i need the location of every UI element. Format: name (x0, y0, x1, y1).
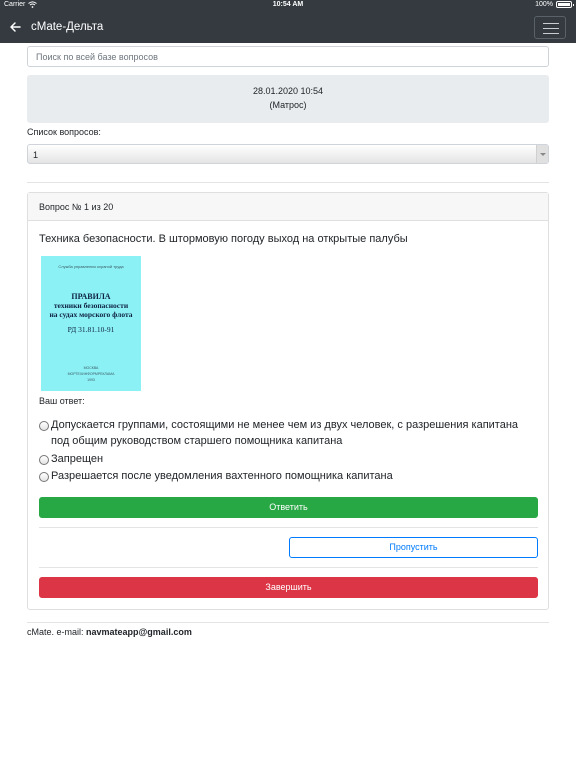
answer-option-text: Разрешается после уведомления вахтенного помощника капитана (51, 470, 393, 482)
answer-option-text: Запрещен (51, 453, 104, 465)
book-publisher: МОРТЕХИНФОРМРЕКЛАМА (67, 372, 115, 376)
answer-option-3[interactable] (39, 468, 393, 484)
answer-button[interactable]: Ответить (39, 497, 538, 518)
radio-button[interactable] (39, 455, 49, 465)
book-top-text: Служба управления охраной труда (58, 264, 124, 269)
session-role: (Матрос) (269, 100, 307, 110)
book-title-2: техники безопасности (53, 301, 129, 310)
divider (39, 527, 538, 528)
app-title: cMate-Дельта (31, 21, 104, 33)
battery-percent: 100% (535, 1, 553, 8)
status-right (535, 1, 572, 8)
carrier-label: Carrier (4, 1, 26, 8)
skip-button[interactable]: Пропустить (289, 537, 538, 558)
question-list-select[interactable] (27, 144, 549, 164)
divider (39, 567, 538, 568)
footer-prefix: cMate. e-mail: (27, 627, 87, 637)
question-list-label: Список вопросов: (27, 127, 101, 137)
hamburger-menu-icon[interactable] (534, 16, 566, 39)
divider (27, 622, 549, 623)
book-year: 1993 (87, 378, 95, 382)
answer-option-text: Допускается группами, состоящими не менее чем из двух человек, с разрешения капитана под общим руководством старшего помощника капитана (51, 419, 519, 447)
chevron-down-icon (536, 145, 548, 163)
session-datetime: 28.01.2020 10:54 (252, 86, 324, 96)
book-code: РД 31.81.10-91 (67, 325, 115, 334)
session-info (27, 75, 549, 123)
question-list-selected: 1 (33, 150, 39, 160)
battery-icon (556, 1, 572, 8)
question-card (27, 192, 549, 610)
footer-email[interactable]: navmateapp@gmail.com (86, 627, 192, 637)
question-number: Вопрос № 1 из 20 (39, 202, 114, 212)
radio-button[interactable] (39, 421, 49, 431)
status-bar (0, 0, 576, 12)
status-time: 10:54 AM (272, 1, 304, 8)
book-cover-image (41, 256, 141, 391)
question-image (40, 255, 142, 392)
book-title-3: на судах морского флота (49, 310, 133, 319)
question-text: Техника безопасности. В штормовую погоду выход на открытые палубы (39, 233, 408, 245)
finish-button[interactable]: Завершить (39, 577, 538, 598)
answer-label: Ваш ответ: (39, 396, 85, 406)
divider (27, 182, 549, 183)
book-city: МОСКВА (83, 366, 99, 370)
answer-option-1[interactable] (39, 417, 539, 449)
book-title-1: ПРАВИЛА (71, 292, 111, 301)
footer (27, 627, 192, 637)
question-card-header (28, 193, 548, 221)
navbar (0, 12, 576, 43)
answer-option-2[interactable] (39, 451, 103, 467)
search-input[interactable] (27, 46, 549, 67)
radio-button[interactable] (39, 472, 49, 482)
back-arrow-icon[interactable] (8, 20, 22, 34)
